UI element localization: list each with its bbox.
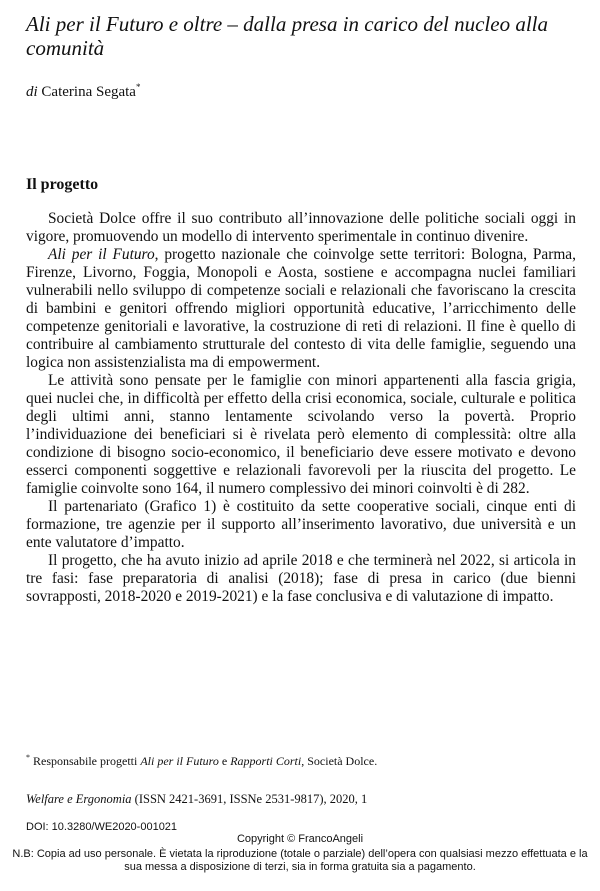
footnote: [26, 753, 377, 769]
author-prefix: di: [26, 84, 38, 100]
paragraph-3-text: Le attività sono pensate per le famiglie con minori appartenenti alla fascia grigia, quei nuclei che, in difficoltà per effetto della crisi economica, sociale, culturale e politica degli ultimi anni, stanno lentamente scivolando verso la povertà. Proprio l’individuazione dei beneficiari si è rivelata però elemento di complessità: oltre alla condizione di bisogno socio-economico, il beneficiario deve essere motivato e devono esserci componenti soggettive e relazionali favorevoli per la riuscita del progetto. Le famiglie coinvolte sono 164, il numero complessivo dei minori coinvolti è di 282.: [26, 372, 576, 497]
usage-notice: N.B: Copia ad uso personale. È vietata la riproduzione (totale o parziale) dell’opera con qualsiasi mezzo effettuata e la sua messa a disposizione di terzi, sia in forma gratuita sia a pagamento.: [12, 848, 588, 873]
footnote-italic-2: Rapporti Corti: [230, 754, 302, 768]
project-name: Ali per il Futuro: [48, 246, 155, 263]
footnote-suffix: , Società Dolce.: [301, 754, 378, 768]
author-footnote-mark: *: [135, 82, 141, 92]
author-name: Caterina Segata: [41, 84, 136, 100]
footnote-mark: *: [26, 753, 30, 762]
copyright-line: Copyright © FrancoAngeli: [236, 833, 364, 845]
footnote-prefix: Responsabile progetti: [33, 754, 141, 768]
paragraph-4-text: Il partenariato (Grafico 1) è costituito da sette cooperative sociali, cinque enti di formazione, tre agenzie per il supporto all’inserimento lavorativo, due università e un ente valutatore d’impatto.: [26, 498, 576, 551]
journal-name: Welfare e Ergonomia: [26, 792, 132, 806]
paragraph-5-text: Il progetto, che ha avuto inizio ad aprile 2018 e che terminerà nel 2022, si articola in tre fasi: fase preparatoria di analisi (2018); fase di presa in carico (due bienni sovrapposti, 2018-2020 e 2019-2021) e la fase conclusiva e di valutazione di impatto.: [26, 552, 576, 605]
body-text: [26, 210, 576, 606]
paragraph-1: [26, 210, 576, 246]
doi-line: DOI: 10.3280/WE2020-001021: [26, 821, 178, 833]
section-heading: Il progetto: [26, 176, 99, 193]
paragraph-5: [26, 552, 576, 606]
journal-citation: [26, 792, 367, 807]
paragraph-2: [26, 246, 576, 372]
author-line: [26, 82, 140, 101]
article-title: Ali per il Futuro e oltre – dalla presa in carico del nucleo alla comunità: [26, 12, 549, 60]
paragraph-3: [26, 372, 576, 498]
paragraph-2-text: , progetto nazionale che coinvolge sette territori: Bologna, Parma, Firenze, Livorno, Foggia, Monopoli e Aosta, sostiene e accompagna nuclei familiari vulnerabili nello sviluppo di competenze sociali e relazionali che favoriscano la crescita di bambini e genitori offrendo migliori opportunità educative, l’arricchimento delle competenze genitoriali e lavorative, la costruzione di reti di relazioni. Il fine è quello di contribuire al cambiamento strutturale del contesto di vita delle famiglie, seguendo una logica non assistenzialista ma di empowerment.: [26, 246, 576, 371]
journal-details: (ISSN 2421-3691, ISSNe 2531-9817), 2020, 1: [131, 792, 368, 806]
footnote-italic-1: Ali per il Futuro: [140, 754, 219, 768]
footnote-middle: e: [218, 754, 231, 768]
paragraph-1-text: Società Dolce offre il suo contributo all’innovazione delle politiche sociali oggi in vigore, promuovendo un modello di intervento sperimentale in continuo divenire.: [26, 210, 576, 245]
paragraph-4: [26, 498, 576, 552]
